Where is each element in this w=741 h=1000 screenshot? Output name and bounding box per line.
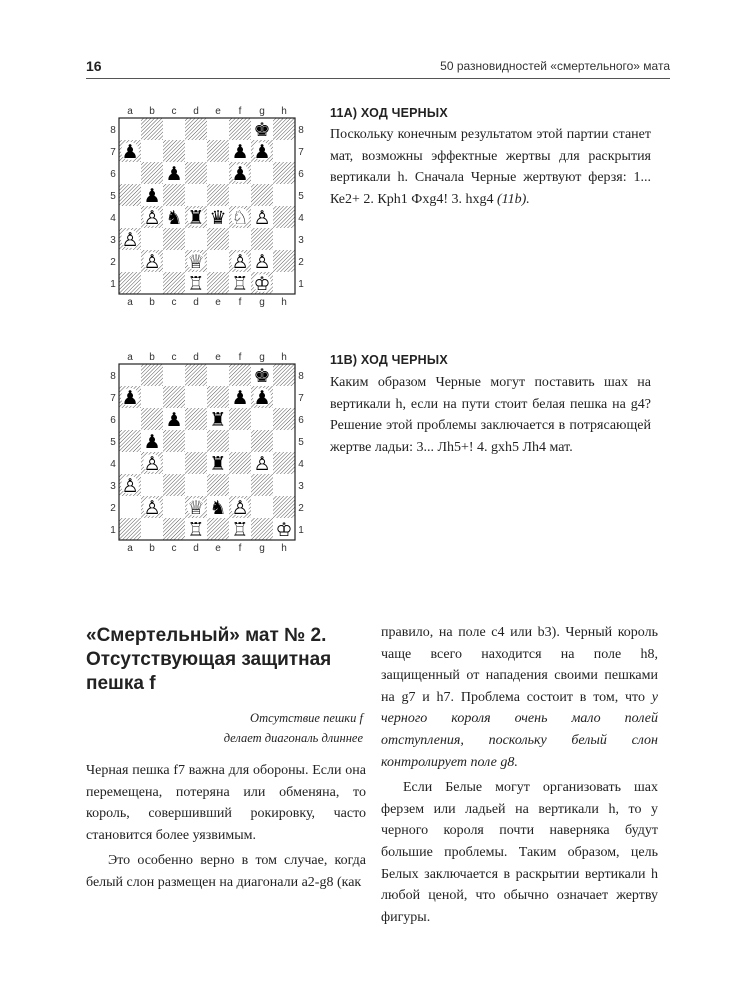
square-c5 xyxy=(163,184,185,206)
square-h2 xyxy=(273,496,295,518)
rank-label-8: 8 xyxy=(298,125,304,136)
file-label-a: a xyxy=(127,106,133,117)
epigraph-line-2: делает диагональ длиннее xyxy=(223,731,363,745)
black-pawn-icon: ♟ xyxy=(121,141,139,163)
black-king-icon: ♚ xyxy=(253,365,271,387)
white-rook-icon: ♖ xyxy=(231,273,249,295)
diagram-title-11a: 11A) ХОД ЧЕРНЫХ xyxy=(330,106,448,120)
file-label-d: d xyxy=(193,106,199,117)
black-pawn-icon: ♟ xyxy=(165,163,183,185)
square-b3 xyxy=(141,228,163,250)
black-knight-icon: ♞ xyxy=(209,497,227,519)
paragraph-italic: у черного короля очень мало полей отступления, поскольку белый слон контролирует поле g8. xyxy=(381,689,658,770)
square-c7 xyxy=(163,386,185,408)
rank-label-7: 7 xyxy=(110,393,116,404)
black-rook-icon: ♜ xyxy=(209,409,227,431)
diagram-text-11a xyxy=(330,124,651,210)
square-b6 xyxy=(141,408,163,430)
square-h8 xyxy=(273,118,295,140)
black-pawn-icon: ♟ xyxy=(231,141,249,163)
rank-label-4: 4 xyxy=(298,213,304,224)
black-pawn-icon: ♟ xyxy=(143,431,161,453)
square-d3 xyxy=(185,474,207,496)
square-a1 xyxy=(119,272,141,294)
square-c1 xyxy=(163,272,185,294)
square-h7 xyxy=(273,386,295,408)
paragraph-text: правило, на поле c4 или b3). Черный король чаще всего находится на поле h8, защищенный от нападения своими пешками на g7 и h7. Проблема состоит в том, что xyxy=(381,625,658,705)
black-pawn-icon: ♟ xyxy=(231,163,249,185)
square-e3 xyxy=(207,228,229,250)
rank-label-3: 3 xyxy=(110,481,116,492)
file-label-h: h xyxy=(281,352,287,363)
file-label-c: c xyxy=(171,352,177,363)
square-c7 xyxy=(163,140,185,162)
square-a4 xyxy=(119,452,141,474)
rank-label-4: 4 xyxy=(110,213,116,224)
file-label-b: b xyxy=(149,297,155,308)
square-b7 xyxy=(141,140,163,162)
square-e8 xyxy=(207,364,229,386)
left-column xyxy=(86,760,366,894)
black-pawn-icon: ♟ xyxy=(253,141,271,163)
file-label-d: d xyxy=(193,543,199,554)
file-label-g: g xyxy=(259,297,265,308)
square-d8 xyxy=(185,118,207,140)
diagram-text-11b: Каким образом Черные могут поставить шах на вертикали h, если на пути стоит белая пешка на g4? Решение этой проблемы заключается в потрясающей жертве ладьи: 3... Лh5+! 4. gxh5 Лh4 мат. xyxy=(330,375,651,455)
square-a8 xyxy=(119,364,141,386)
white-pawn-icon: ♙ xyxy=(121,475,139,497)
diagram-text-11a-body: Поскольку конечным результатом этой партии станет мат, возможны эффектные жертвы для раскрытия вертикали h. Сначала Черные жертвуют ферзя: 1... Ке2+ 2. Крh1 Фхg4! 3. hxg4 xyxy=(330,127,651,207)
square-g1 xyxy=(251,518,273,540)
file-label-g: g xyxy=(259,352,265,363)
white-queen-icon: ♕ xyxy=(187,251,205,273)
black-pawn-icon: ♟ xyxy=(143,185,161,207)
square-e8 xyxy=(207,118,229,140)
rank-label-2: 2 xyxy=(110,257,116,268)
file-label-g: g xyxy=(259,543,265,554)
file-label-a: a xyxy=(127,352,133,363)
square-f5 xyxy=(229,430,251,452)
file-label-c: c xyxy=(171,543,177,554)
square-f5 xyxy=(229,184,251,206)
rank-label-8: 8 xyxy=(298,371,304,382)
file-label-h: h xyxy=(281,543,287,554)
diagram-title-11b: 11B) ХОД ЧЕРНЫХ xyxy=(330,353,448,367)
chess-diagram-11a xyxy=(106,104,309,310)
square-b1 xyxy=(141,518,163,540)
section-title: «Смертельный» мат № 2. Отсутствующая защитная пешка f xyxy=(86,625,332,694)
square-c2 xyxy=(163,496,185,518)
chessboard xyxy=(106,104,309,310)
square-h5 xyxy=(273,430,295,452)
square-e5 xyxy=(207,430,229,452)
file-label-b: b xyxy=(149,543,155,554)
white-pawn-icon: ♙ xyxy=(143,453,161,475)
file-label-f: f xyxy=(238,297,242,308)
square-e1 xyxy=(207,272,229,294)
square-f4 xyxy=(229,452,251,474)
black-pawn-icon: ♟ xyxy=(231,387,249,409)
rank-label-1: 1 xyxy=(298,279,304,290)
square-h4 xyxy=(273,206,295,228)
file-label-f: f xyxy=(238,543,242,554)
file-label-b: b xyxy=(149,352,155,363)
black-rook-icon: ♜ xyxy=(209,453,227,475)
square-a8 xyxy=(119,118,141,140)
square-e5 xyxy=(207,184,229,206)
square-d7 xyxy=(185,140,207,162)
square-g3 xyxy=(251,228,273,250)
section-epigraph xyxy=(180,708,363,748)
square-f3 xyxy=(229,474,251,496)
white-queen-icon: ♕ xyxy=(187,497,205,519)
file-label-e: e xyxy=(215,543,221,554)
square-g3 xyxy=(251,474,273,496)
square-b1 xyxy=(141,272,163,294)
square-e3 xyxy=(207,474,229,496)
square-d3 xyxy=(185,228,207,250)
white-rook-icon: ♖ xyxy=(187,519,205,541)
page-number: 16 xyxy=(86,58,102,74)
rank-label-8: 8 xyxy=(110,125,116,136)
file-label-c: c xyxy=(171,297,177,308)
square-h4 xyxy=(273,452,295,474)
square-h6 xyxy=(273,162,295,184)
square-h6 xyxy=(273,408,295,430)
file-label-f: f xyxy=(238,352,242,363)
rank-label-3: 3 xyxy=(298,481,304,492)
square-g6 xyxy=(251,162,273,184)
square-d5 xyxy=(185,184,207,206)
square-a5 xyxy=(119,430,141,452)
paragraph xyxy=(381,622,658,773)
rank-label-8: 8 xyxy=(110,371,116,382)
rank-label-1: 1 xyxy=(110,279,116,290)
square-e6 xyxy=(207,162,229,184)
square-c3 xyxy=(163,228,185,250)
rank-label-7: 7 xyxy=(298,147,304,158)
header-rule xyxy=(86,78,670,79)
square-h7 xyxy=(273,140,295,162)
black-queen-icon: ♛ xyxy=(209,207,227,229)
square-a2 xyxy=(119,250,141,272)
square-a4 xyxy=(119,206,141,228)
white-rook-icon: ♖ xyxy=(187,273,205,295)
right-column xyxy=(381,622,658,928)
white-rook-icon: ♖ xyxy=(231,519,249,541)
square-h3 xyxy=(273,474,295,496)
square-c3 xyxy=(163,474,185,496)
file-label-e: e xyxy=(215,352,221,363)
file-label-h: h xyxy=(281,297,287,308)
square-g2 xyxy=(251,496,273,518)
rank-label-1: 1 xyxy=(110,525,116,536)
rank-label-7: 7 xyxy=(110,147,116,158)
black-pawn-icon: ♟ xyxy=(253,387,271,409)
black-pawn-icon: ♟ xyxy=(165,409,183,431)
white-pawn-icon: ♙ xyxy=(143,251,161,273)
square-h8 xyxy=(273,364,295,386)
square-c1 xyxy=(163,518,185,540)
square-h3 xyxy=(273,228,295,250)
paragraph: Черная пешка f7 важна для обороны. Если она перемещена, потеряна или обменяна, то король, совершивший рокировку, часто становится более уязвимым. xyxy=(86,763,366,843)
square-c2 xyxy=(163,250,185,272)
square-d4 xyxy=(185,452,207,474)
square-g5 xyxy=(251,430,273,452)
rank-label-6: 6 xyxy=(110,415,116,426)
chess-diagram-11b xyxy=(106,350,309,556)
square-f3 xyxy=(229,228,251,250)
square-e1 xyxy=(207,518,229,540)
white-pawn-icon: ♙ xyxy=(231,497,249,519)
square-f8 xyxy=(229,364,251,386)
square-e7 xyxy=(207,140,229,162)
rank-label-7: 7 xyxy=(298,393,304,404)
file-label-d: d xyxy=(193,352,199,363)
page-header xyxy=(86,58,670,78)
paragraph: Это особенно верно в том случае, когда белый слон размещен на диагонали a2-g8 (как xyxy=(86,853,366,890)
square-h2 xyxy=(273,250,295,272)
rank-label-3: 3 xyxy=(110,235,116,246)
square-d7 xyxy=(185,386,207,408)
rank-label-6: 6 xyxy=(110,169,116,180)
chessboard xyxy=(106,350,309,556)
rank-label-2: 2 xyxy=(298,257,304,268)
white-knight-icon: ♘ xyxy=(231,207,249,229)
square-a1 xyxy=(119,518,141,540)
rank-label-5: 5 xyxy=(298,437,304,448)
black-pawn-icon: ♟ xyxy=(121,387,139,409)
square-a6 xyxy=(119,408,141,430)
rank-label-6: 6 xyxy=(298,169,304,180)
paragraph: Если Белые могут организовать шах ферзем или ладьей на вертикали h, то у черного короля почти наверняка будут большие проблемы. Таким образом, цель Белых заключается в раскрытии вертикали h любой ценой, что обычно означает жертву фигуры. xyxy=(381,780,658,925)
file-label-a: a xyxy=(127,297,133,308)
white-pawn-icon: ♙ xyxy=(143,207,161,229)
square-g5 xyxy=(251,184,273,206)
rank-label-4: 4 xyxy=(110,459,116,470)
file-label-f: f xyxy=(238,106,242,117)
rank-label-1: 1 xyxy=(298,525,304,536)
rank-label-4: 4 xyxy=(298,459,304,470)
file-label-b: b xyxy=(149,106,155,117)
white-pawn-icon: ♙ xyxy=(231,251,249,273)
square-a6 xyxy=(119,162,141,184)
rank-label-5: 5 xyxy=(298,191,304,202)
white-pawn-icon: ♙ xyxy=(121,229,139,251)
square-c5 xyxy=(163,430,185,452)
square-d5 xyxy=(185,430,207,452)
square-c8 xyxy=(163,364,185,386)
epigraph-line-1: Отсутствие пешки f xyxy=(250,711,363,725)
rank-label-5: 5 xyxy=(110,191,116,202)
rank-label-3: 3 xyxy=(298,235,304,246)
white-pawn-icon: ♙ xyxy=(253,207,271,229)
rank-label-2: 2 xyxy=(298,503,304,514)
square-b3 xyxy=(141,474,163,496)
square-e7 xyxy=(207,386,229,408)
file-label-h: h xyxy=(281,106,287,117)
square-b7 xyxy=(141,386,163,408)
square-f8 xyxy=(229,118,251,140)
square-d6 xyxy=(185,162,207,184)
diagram-ref-11b: (11b). xyxy=(496,191,530,207)
square-g6 xyxy=(251,408,273,430)
rank-label-6: 6 xyxy=(298,415,304,426)
white-king-icon: ♔ xyxy=(275,519,293,541)
square-h5 xyxy=(273,184,295,206)
black-king-icon: ♚ xyxy=(253,119,271,141)
square-b8 xyxy=(141,118,163,140)
rank-label-5: 5 xyxy=(110,437,116,448)
file-label-d: d xyxy=(193,297,199,308)
black-rook-icon: ♜ xyxy=(187,207,205,229)
square-a2 xyxy=(119,496,141,518)
square-a5 xyxy=(119,184,141,206)
white-pawn-icon: ♙ xyxy=(253,251,271,273)
square-b8 xyxy=(141,364,163,386)
square-e2 xyxy=(207,250,229,272)
white-king-icon: ♔ xyxy=(253,273,271,295)
file-label-a: a xyxy=(127,543,133,554)
white-pawn-icon: ♙ xyxy=(143,497,161,519)
file-label-e: e xyxy=(215,106,221,117)
square-d6 xyxy=(185,408,207,430)
running-title: 50 разновидностей «смертельного» мата xyxy=(440,59,670,73)
white-pawn-icon: ♙ xyxy=(253,453,271,475)
rank-label-2: 2 xyxy=(110,503,116,514)
square-c4 xyxy=(163,452,185,474)
square-c8 xyxy=(163,118,185,140)
square-f6 xyxy=(229,408,251,430)
square-h1 xyxy=(273,272,295,294)
square-b6 xyxy=(141,162,163,184)
square-d8 xyxy=(185,364,207,386)
black-knight-icon: ♞ xyxy=(165,207,183,229)
file-label-g: g xyxy=(259,106,265,117)
file-label-e: e xyxy=(215,297,221,308)
file-label-c: c xyxy=(171,106,177,117)
